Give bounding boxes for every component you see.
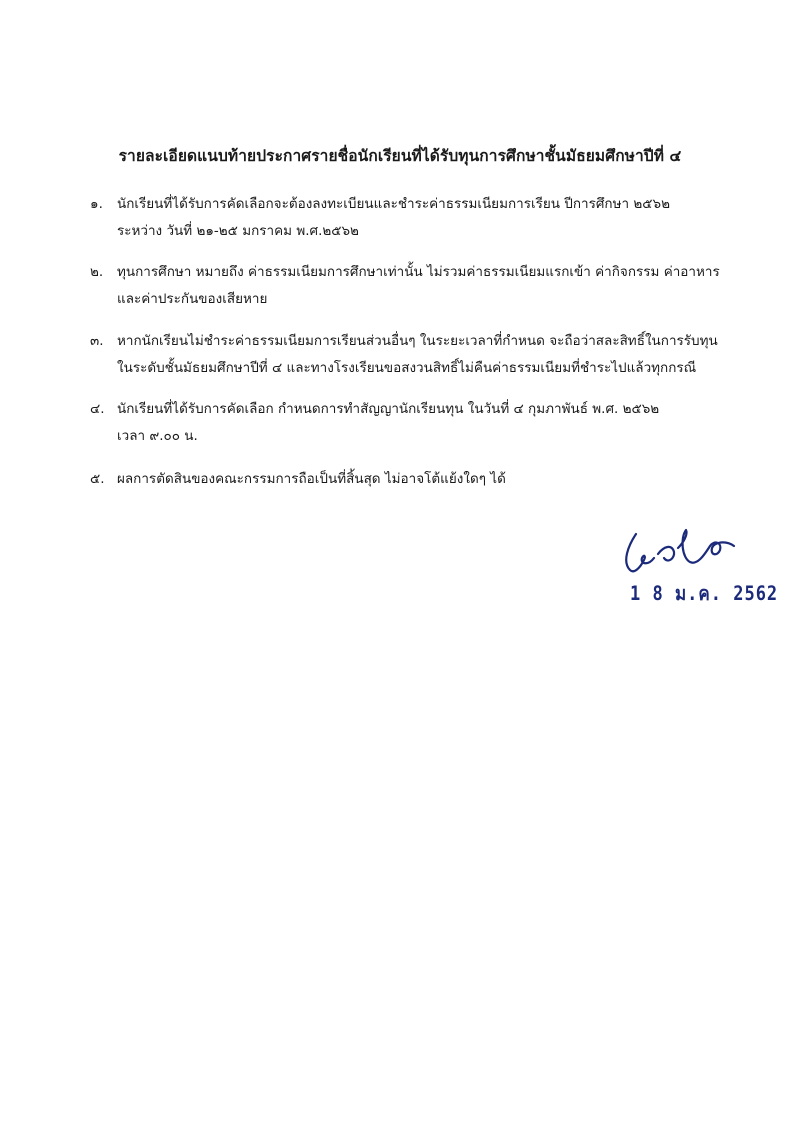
item-number: ๕. [90,471,105,487]
item-text-line: นักเรียนที่ได้รับการคัดเลือกจะต้องลงทะเบียนและชำระค่าธรรมเนียมการเรียน ปีการศึกษา ๒๕๖๒ [117,196,670,212]
item-text-line: ในระดับชั้นมัธยมศึกษาปีที่ ๔ และทางโรงเรียนขอสงวนสิทธิ์ไม่คืนค่าธรรมเนียมที่ชำระไปแล้วทุกกรณี [117,360,697,376]
list-item-4 [90,396,730,450]
item-number: ๓. [90,333,104,349]
list-item-1 [90,191,730,245]
item-text-line: เวลา ๙.๐๐ น. [117,428,198,444]
item-number: ๑. [90,196,103,212]
item-text-line: ระหว่าง วันที่ ๒๑-๒๕ มกราคม พ.ศ.๒๕๖๒ [117,223,359,239]
signature-date-stamp: 1 8 ม.ค. 2562 [630,582,779,606]
item-text-line: หากนักเรียนไม่ชำระค่าธรรมเนียมการเรียนส่วนอื่นๆ ในระยะเวลาที่กำหนด จะถือว่าสละสิทธิ์ในการรับทุน [117,333,718,349]
list-item-2 [90,259,730,313]
list-item-3 [90,328,730,382]
item-text-line: ผลการตัดสินของคณะกรรมการถือเป็นที่สิ้นสุด ไม่อาจโต้แย้งใดๆ ได้ [117,471,506,487]
document-title: รายละเอียดแนบท้ายประกาศรายชื่อนักเรียนที่ได้รับทุนการศึกษาชั้นมัธยมศึกษาปีที่ ๔ [118,147,682,165]
item-text-line: ทุนการศึกษา หมายถึง ค่าธรรมเนียมการศึกษาเท่านั้น ไม่รวมค่าธรรมเนียมแรกเข้า ค่ากิจกรรม ค่าอาหาร [117,264,720,280]
list-item-5 [90,466,730,493]
item-text-line: และค่าประกันของเสียหาย [117,291,268,307]
item-number: ๒. [90,264,104,280]
item-number: ๔. [90,401,105,417]
handwritten-signature [618,524,738,580]
item-text-line: นักเรียนที่ได้รับการคัดเลือก กำหนดการทำสัญญานักเรียนทุน ในวันที่ ๔ กุมภาพันธ์ พ.ศ. ๒๕๖๒ [117,401,660,417]
